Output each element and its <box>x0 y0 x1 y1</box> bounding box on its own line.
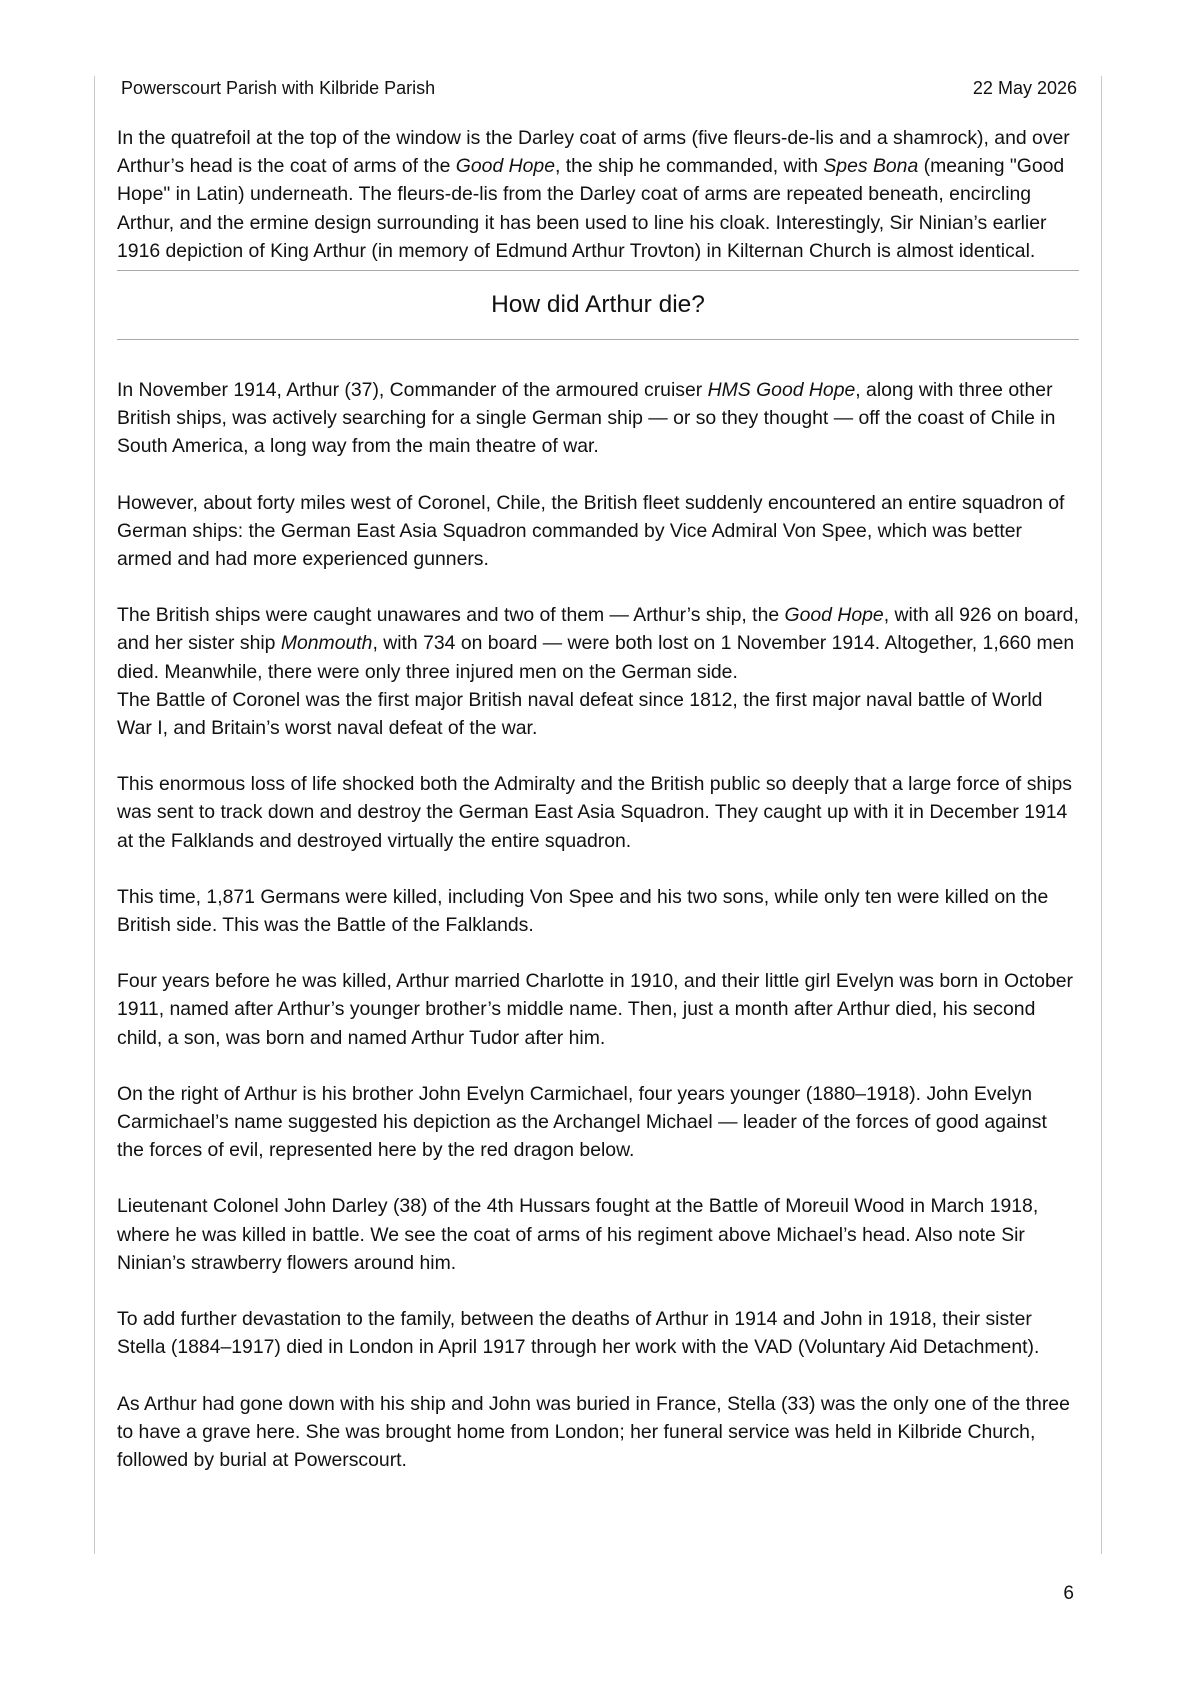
p3-text-b: , with all 926 on board, and her sister ship <box>117 604 1079 655</box>
p3-line-2: The Battle of Coronel was the first major British naval defeat since 1812, the first major naval battle of World War I, and Britain’s worst naval defeat of the war. <box>117 688 1043 740</box>
left-margin-rule <box>94 76 95 1554</box>
paragraph-battle-of-coronel <box>117 601 1079 742</box>
p3-text-c: , with 734 on board — were both lost on 1 November 1914. Altogether, 1,660 men died. Meanwhile, there were only three injured men on the German side. <box>117 632 1075 683</box>
p1-text-b: , along with three other British ships, was actively searching for a single German ship — or so they thought — off the coast of Chile in South America, a long way from the main theatre of war. <box>117 379 1056 458</box>
page-header <box>121 75 1077 101</box>
p3-ship-monmouth: Monmouth <box>280 632 373 655</box>
paragraph-arthur-family: Four years before he was killed, Arthur married Charlotte in 1910, and their little girl Evelyn was born in October 1911, named after Arthur’s younger brother’s middle name. Then, just a month after Arthur died, his second child, a son, was born and named Arthur Tudor after him. <box>117 970 1073 1049</box>
paragraph-november-1914 <box>117 376 1079 461</box>
p1-ship-name: HMS Good Hope <box>707 379 856 402</box>
paragraph-john-darley: Lieutenant Colonel John Darley (38) of the 4th Hussars fought at the Battle of Moreuil Wood in March 1918, where he was killed in battle. We see the coat of arms of his regiment above Michael’s head. Also note Sir Ninian’s strawberry flowers around him. <box>117 1195 1039 1274</box>
intro-text-2: , the ship he commanded, with <box>554 155 824 178</box>
p3-text-a: The British ships were caught unawares and two of them — Arthur’s ship, the <box>117 604 785 627</box>
page-content <box>117 124 1079 1474</box>
header-date: 22 May 2026 <box>972 78 1077 98</box>
intro-text-3: (meaning "Good Hope" in Latin) underneath. The fleurs-de-lis from the Darley coat of arms are repeated beneath, encircling Arthur, and the ermine design surrounding it has been used to line his cloak. Interestingly, Sir Ninian’s earlier 1916 depiction of King Arthur (in memory of Edmund Arthur Trovton) in Kilternan Church is almost identical. <box>117 155 1065 262</box>
right-margin-rule <box>1101 76 1102 1554</box>
paragraph-coronel-encounter: However, about forty miles west of Coronel, Chile, the British fleet suddenly encountered an entire squadron of German ships: the German East Asia Squadron commanded by Vice Admiral Von Spee, which was better armed and had more experienced gunners. <box>117 491 1065 571</box>
section-heading <box>117 270 1079 340</box>
intro-motto: Spes Bona <box>823 155 919 178</box>
section-heading-text: How did Arthur die? <box>491 290 705 318</box>
paragraph-john-evelyn: On the right of Arthur is his brother John Evelyn Carmichael, four years younger (1880–1918). John Evelyn Carmichael’s name suggested his depiction as the Archangel Michael — leader of the forces of good against the forces of evil, represented here by the red dragon below. <box>117 1082 1047 1162</box>
intro-text-1: In the quatrefoil at the top of the window is the Darley coat of arms (five fleurs-de-lis and a shamrock), and over Arthur’s head is the coat of arms of the <box>117 127 1070 178</box>
intro-ship-name: Good Hope <box>455 155 555 178</box>
intro-paragraph <box>117 124 1079 265</box>
header-parish-name: Powerscourt Parish with Kilbride Parish <box>121 78 436 98</box>
paragraph-stella-grave: As Arthur had gone down with his ship and John was buried in France, Stella (33) was the only one of the three to have a grave here. She was brought home from London; her funeral service was held in Kilbride Church, followed by burial at Powerscourt. <box>117 1392 1070 1471</box>
paragraph-battle-of-falklands: This time, 1,871 Germans were killed, including Von Spee and his two sons, while only ten were killed on the British side. This was the Battle of the Falklands. <box>117 885 1049 937</box>
page-number: 6 <box>1063 1583 1074 1604</box>
paragraph-loss-shocked: This enormous loss of life shocked both the Admiralty and the British public so deeply that a large force of ships was sent to track down and destroy the German East Asia Squadron. They caught up with it in December 1914 at the Falklands and destroyed virtually the entire squadron. <box>117 773 1072 852</box>
p3-ship-good-hope: Good Hope <box>784 604 884 627</box>
paragraph-stella: To add further devastation to the family, between the deaths of Arthur in 1914 and John in 1918, their sister Stella (1884–1917) died in London in April 1917 through her work with the VAD (Voluntary Aid Detachment). <box>117 1308 1040 1359</box>
p1-text-a: In November 1914, Arthur (37), Commander of the armoured cruiser <box>117 379 708 402</box>
